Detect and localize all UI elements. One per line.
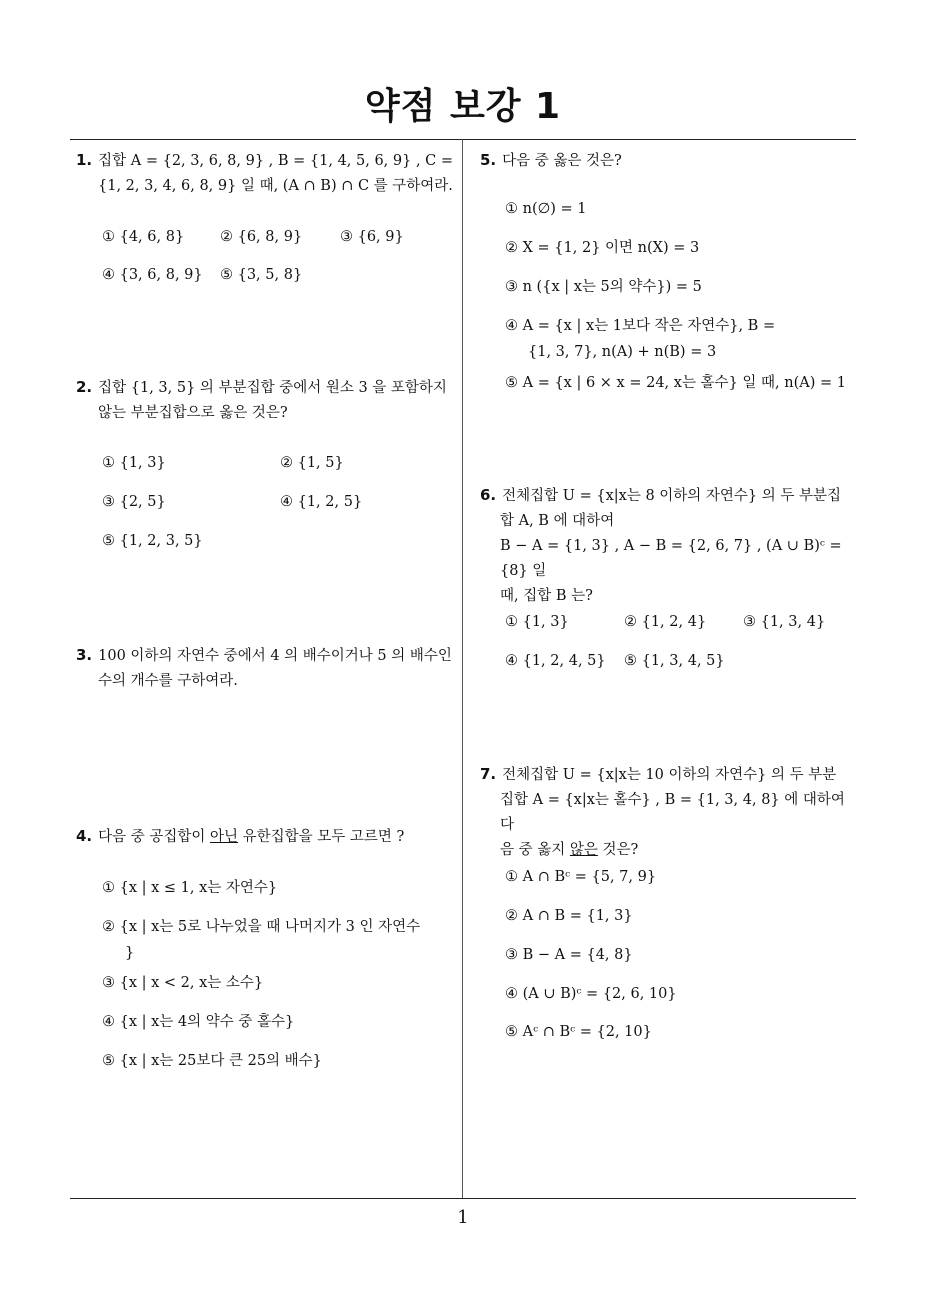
question-4-line1: 4. 다음 중 공집합이 아닌 유한집합을 모두 고르면 ? <box>76 827 405 845</box>
q6-option-5[interactable]: ⑤ {1, 3, 4, 5} <box>624 653 725 669</box>
question-number: 5. <box>480 151 497 169</box>
question-1-line1: 1. 집합 A = {2, 3, 6, 8, 9} , B = {1, 4, 5, 6, 9} , C = <box>76 151 454 169</box>
q4-option-4[interactable]: ④ {x | x는 4의 약수 중 홀수} <box>102 1014 295 1030</box>
q4-option-2-cont: } <box>125 945 135 961</box>
q4-option-1[interactable]: ① {x | x ≤ 1, x는 자연수} <box>102 880 278 896</box>
question-3-line1: 3. 100 이하의 자연수 중에서 4 의 배수이거나 5 의 배수인 <box>76 646 452 664</box>
question-3 <box>76 643 460 694</box>
q7-option-4[interactable]: ④ (A ∪ B)ᶜ = {2, 6, 10} <box>505 986 677 1002</box>
underlined-word: 아닌 <box>210 829 239 845</box>
question-6-line2: 합 A, B 에 대하여 <box>500 513 615 529</box>
question-number: 2. <box>76 378 93 396</box>
question-7-line3: 음 중 옳지 않은 것은? <box>500 842 639 858</box>
q6-option-3[interactable]: ③ {1, 3, 4} <box>743 614 826 630</box>
question-6-line1: 6. 전체집합 U = {x|x는 8 이하의 자연수} 의 두 부분집 <box>480 486 842 504</box>
question-number: 7. <box>480 765 497 783</box>
page-title: 약점 보강 1 <box>364 86 562 127</box>
question-number: 1. <box>76 151 93 169</box>
question-1-line2: {1, 2, 3, 4, 6, 8, 9} 일 때, (A ∩ B) ∩ C 를 구하여라. <box>98 178 453 194</box>
top-rule <box>70 139 856 140</box>
q1-option-5[interactable]: ⑤ {3, 5, 8} <box>220 267 303 283</box>
question-2 <box>76 375 460 426</box>
question-2-line1: 2. 집합 {1, 3, 5} 의 부분집합 중에서 원소 3 을 포함하지 <box>76 378 447 396</box>
q5-option-2[interactable]: ② X = {1, 2} 이면 n(X) = 3 <box>505 240 700 256</box>
page-number: 1 <box>457 1207 469 1228</box>
column-divider <box>462 139 463 1198</box>
q5-option-4-cont: {1, 3, 7}, n(A) + n(B) = 3 <box>528 344 717 360</box>
question-1 <box>76 148 456 199</box>
q2-option-3[interactable]: ③ {2, 5} <box>102 494 166 510</box>
q6-option-1[interactable]: ① {1, 3} <box>505 614 569 630</box>
q4-option-5[interactable]: ⑤ {x | x는 25보다 큰 25의 배수} <box>102 1053 322 1069</box>
q6-option-4[interactable]: ④ {1, 2, 4, 5} <box>505 653 606 669</box>
question-number: 4. <box>76 827 93 845</box>
q1-option-3[interactable]: ③ {6, 9} <box>340 229 404 245</box>
question-5 <box>480 148 860 174</box>
q7-option-2[interactable]: ② A ∩ B = {1, 3} <box>505 908 633 924</box>
question-7-line2: 집합 A = {x|x는 홀수} , B = {1, 3, 4, 8} 에 대하여 다 <box>500 792 845 833</box>
question-6-line4: 때, 집합 B 는? <box>500 588 593 604</box>
underlined-word: 않은 <box>569 842 598 858</box>
question-5-line1: 5. 다음 중 옳은 것은? <box>480 151 622 169</box>
question-6 <box>480 483 860 609</box>
question-3-line2: 수의 개수를 구하여라. <box>98 673 238 689</box>
q4-option-2[interactable]: ② {x | x는 5로 나누었을 때 나머지가 3 인 자연수 <box>102 919 421 935</box>
question-number: 3. <box>76 646 93 664</box>
q4-option-3[interactable]: ③ {x | x < 2, x는 소수} <box>102 975 264 991</box>
q5-option-1[interactable]: ① n(∅) = 1 <box>505 201 587 217</box>
q2-option-4[interactable]: ④ {1, 2, 5} <box>280 494 363 510</box>
q6-option-2[interactable]: ② {1, 2, 4} <box>624 614 707 630</box>
question-7-line1: 7. 전체집합 U = {x|x는 10 이하의 자연수} 의 두 부분 <box>480 765 837 783</box>
q2-option-2[interactable]: ② {1, 5} <box>280 455 344 471</box>
q7-option-5[interactable]: ⑤ Aᶜ ∩ Bᶜ = {2, 10} <box>505 1024 652 1040</box>
q2-option-1[interactable]: ① {1, 3} <box>102 455 166 471</box>
q2-option-5[interactable]: ⑤ {1, 2, 3, 5} <box>102 533 203 549</box>
question-number: 6. <box>480 486 497 504</box>
question-6-line3: B − A = {1, 3} , A − B = {2, 6, 7} , (A ∪ B)ᶜ = {8} 일 <box>500 538 842 579</box>
q5-option-4[interactable]: ④ A = {x | x는 1보다 작은 자연수}, B = <box>505 318 776 334</box>
q7-option-3[interactable]: ③ B − A = {4, 8} <box>505 947 633 963</box>
q1-option-1[interactable]: ① {4, 6, 8} <box>102 229 185 245</box>
q1-option-4[interactable]: ④ {3, 6, 8, 9} <box>102 267 203 283</box>
bottom-rule <box>70 1198 856 1199</box>
question-2-line2: 않는 부분집합으로 옳은 것은? <box>98 405 288 421</box>
q1-option-2[interactable]: ② {6, 8, 9} <box>220 229 303 245</box>
question-7 <box>480 762 860 863</box>
question-4 <box>76 824 460 850</box>
q7-option-1[interactable]: ① A ∩ Bᶜ = {5, 7, 9} <box>505 869 657 885</box>
q5-option-3[interactable]: ③ n ({x | x는 5의 약수}) = 5 <box>505 279 702 295</box>
q5-option-5[interactable]: ⑤ A = {x | 6 × x = 24, x는 홀수} 일 때, n(A) = 1 <box>505 375 846 391</box>
